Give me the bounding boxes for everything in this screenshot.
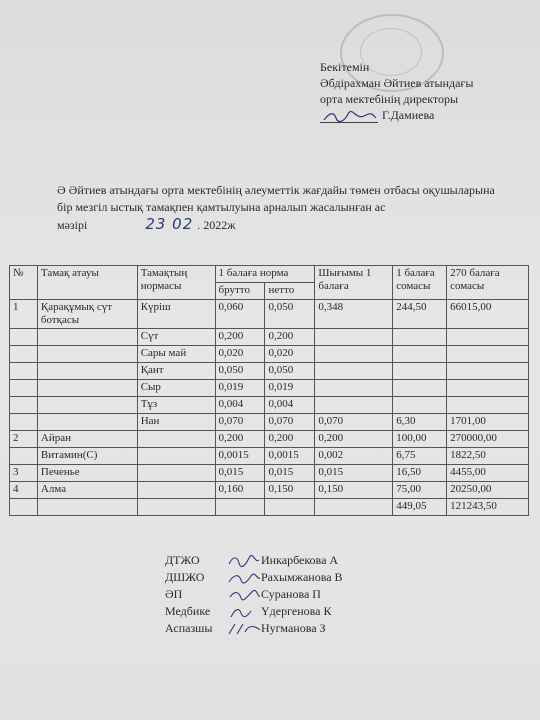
cell-output <box>315 380 393 397</box>
header-cost270: 270 балаға сомасы <box>447 266 529 300</box>
cell-output <box>315 363 393 380</box>
cell-cost1: 16,50 <box>393 465 447 482</box>
signature-name: Нугманова З <box>261 621 326 635</box>
header-ingredient: Тамақтың нормасы <box>137 266 215 300</box>
cell-cost270: 121243,50 <box>447 499 529 516</box>
cell-ingredient: Сыр <box>137 380 215 397</box>
table-row <box>10 329 529 346</box>
cell-brutto: 0,200 <box>215 329 265 346</box>
cell-ingredient: Сары май <box>137 346 215 363</box>
cell-num <box>10 363 38 380</box>
cell-num <box>10 329 38 346</box>
approval-position: орта мектебінің директоры <box>320 92 459 106</box>
director-signature <box>320 110 378 123</box>
cell-brutto: 0,019 <box>215 380 265 397</box>
cell-brutto: 0,004 <box>215 397 265 414</box>
table-row <box>10 499 529 516</box>
header-cost1: 1 балаға сомасы <box>393 266 447 300</box>
cell-output: 0,070 <box>315 414 393 431</box>
cell-cost1 <box>393 346 447 363</box>
cell-output <box>315 346 393 363</box>
cell-dish: Алма <box>37 482 137 499</box>
cell-dish <box>37 397 137 414</box>
cell-dish: Қарақұмық сүт ботқасы <box>37 300 137 329</box>
cell-netto: 0,050 <box>265 363 315 380</box>
cell-num <box>10 397 38 414</box>
signature-role: ӘП <box>165 587 183 601</box>
signature-row <box>165 620 343 637</box>
signature-row <box>165 603 343 620</box>
cell-cost270: 1822,50 <box>447 448 529 465</box>
cell-ingredient: Сүт <box>137 329 215 346</box>
signature-role: Аспазшы <box>165 621 213 635</box>
document-intro <box>57 182 497 234</box>
cell-output <box>315 499 393 516</box>
table-row <box>10 346 529 363</box>
header-output: Шығымы 1 балаға <box>315 266 393 300</box>
cell-output: 0,002 <box>315 448 393 465</box>
handwritten-signature <box>227 622 261 636</box>
handwritten-signature <box>227 571 261 585</box>
menu-table <box>9 265 529 516</box>
cell-num: 2 <box>10 431 38 448</box>
cell-netto <box>265 499 315 516</box>
intro-text: Ә Әйтиев атындағы орта мектебінің әлеуметтік жағдайы төмен отбасы оқушыларына бір мезгіл ыстық тамақпен қамтылуына арналып жасалынған ас мәзірі <box>57 183 495 232</box>
cell-brutto: 0,160 <box>215 482 265 499</box>
intro-year: . 2022ж <box>197 218 236 232</box>
cell-ingredient: Нан <box>137 414 215 431</box>
cell-netto: 0,004 <box>265 397 315 414</box>
cell-output <box>315 397 393 414</box>
cell-dish: Айран <box>37 431 137 448</box>
cell-num <box>10 499 38 516</box>
cell-brutto: 0,200 <box>215 431 265 448</box>
handwritten-signature <box>227 588 261 602</box>
cell-brutto <box>215 499 265 516</box>
cell-cost270: 66015,00 <box>447 300 529 329</box>
cell-output <box>315 329 393 346</box>
cell-ingredient <box>137 448 215 465</box>
cell-brutto: 0,070 <box>215 414 265 431</box>
cell-cost1: 100,00 <box>393 431 447 448</box>
cell-output: 0,200 <box>315 431 393 448</box>
cell-dish: Печенье <box>37 465 137 482</box>
header-brutto: брутто <box>215 283 265 300</box>
signatures-block <box>165 552 343 637</box>
cell-netto: 0,150 <box>265 482 315 499</box>
cell-dish <box>37 329 137 346</box>
header-dish: Тамақ атауы <box>37 266 137 300</box>
cell-cost270 <box>447 329 529 346</box>
cell-cost270 <box>447 397 529 414</box>
cell-netto: 0,070 <box>265 414 315 431</box>
signature-row <box>165 569 343 586</box>
cell-ingredient: Қант <box>137 363 215 380</box>
cell-output: 0,348 <box>315 300 393 329</box>
approval-title: Бекітемін <box>320 60 370 74</box>
cell-num <box>10 380 38 397</box>
signature-row <box>165 586 343 603</box>
table-row <box>10 300 529 329</box>
director-name: Г.Дамиева <box>382 108 435 122</box>
cell-num: 3 <box>10 465 38 482</box>
cell-cost1: 6,75 <box>393 448 447 465</box>
cell-netto: 0,020 <box>265 346 315 363</box>
handwritten-signature <box>227 554 261 568</box>
cell-cost270 <box>447 380 529 397</box>
cell-cost270: 270000,00 <box>447 431 529 448</box>
approval-signature-row <box>320 107 473 123</box>
signature-role: Медбике <box>165 604 211 618</box>
table-row <box>10 363 529 380</box>
cell-netto: 0,200 <box>265 329 315 346</box>
cell-dish <box>37 499 137 516</box>
cell-brutto: 0,0015 <box>215 448 265 465</box>
cell-brutto: 0,050 <box>215 363 265 380</box>
table-header-row <box>10 266 529 283</box>
signature-role: ДТЖО <box>165 553 200 567</box>
cell-cost1: 244,50 <box>393 300 447 329</box>
cell-num: 4 <box>10 482 38 499</box>
cell-dish <box>37 363 137 380</box>
cell-dish <box>37 414 137 431</box>
cell-num <box>10 414 38 431</box>
table-row <box>10 414 529 431</box>
cell-cost270: 1701,00 <box>447 414 529 431</box>
cell-ingredient <box>137 465 215 482</box>
cell-dish: Витамин(С) <box>37 448 137 465</box>
cell-cost270: 20250,00 <box>447 482 529 499</box>
signature-role: ДШЖО <box>165 570 205 584</box>
signature-name: Рахымжанова В <box>261 570 343 584</box>
cell-brutto: 0,015 <box>215 465 265 482</box>
cell-cost270 <box>447 346 529 363</box>
cell-output: 0,150 <box>315 482 393 499</box>
table-row <box>10 448 529 465</box>
cell-cost270 <box>447 363 529 380</box>
cell-netto: 0,050 <box>265 300 315 329</box>
cell-cost270: 4455,00 <box>447 465 529 482</box>
cell-ingredient: Күріш <box>137 300 215 329</box>
approval-block <box>320 59 473 123</box>
cell-netto: 0,200 <box>265 431 315 448</box>
cell-dish <box>37 380 137 397</box>
cell-cost1 <box>393 329 447 346</box>
handwritten-date: 23 02 <box>145 215 194 233</box>
cell-num <box>10 346 38 363</box>
signature-name: Инкарбекова А <box>261 553 339 567</box>
cell-netto: 0,019 <box>265 380 315 397</box>
header-num: № <box>10 266 38 300</box>
cell-brutto: 0,020 <box>215 346 265 363</box>
cell-cost1: 6,30 <box>393 414 447 431</box>
table-row <box>10 465 529 482</box>
cell-ingredient <box>137 482 215 499</box>
cell-brutto: 0,060 <box>215 300 265 329</box>
table-row <box>10 380 529 397</box>
cell-cost1 <box>393 363 447 380</box>
cell-cost1: 75,00 <box>393 482 447 499</box>
header-norm: 1 балаға норма <box>215 266 315 283</box>
table-row <box>10 431 529 448</box>
cell-ingredient: Тұз <box>137 397 215 414</box>
cell-dish <box>37 346 137 363</box>
cell-netto: 0,0015 <box>265 448 315 465</box>
signature-row <box>165 552 343 569</box>
table-row <box>10 397 529 414</box>
cell-num <box>10 448 38 465</box>
handwritten-signature <box>227 605 261 619</box>
signature-name: Суранова П <box>261 587 321 601</box>
table-row <box>10 482 529 499</box>
cell-netto: 0,015 <box>265 465 315 482</box>
header-netto: нетто <box>265 283 315 300</box>
approval-school: Әбдірахман Әйтиев атындағы <box>320 76 474 90</box>
cell-cost1 <box>393 397 447 414</box>
cell-num: 1 <box>10 300 38 329</box>
signature-name: Үдергенова К <box>261 604 332 618</box>
cell-cost1: 449,05 <box>393 499 447 516</box>
cell-ingredient <box>137 499 215 516</box>
cell-ingredient <box>137 431 215 448</box>
cell-output: 0,015 <box>315 465 393 482</box>
cell-cost1 <box>393 380 447 397</box>
